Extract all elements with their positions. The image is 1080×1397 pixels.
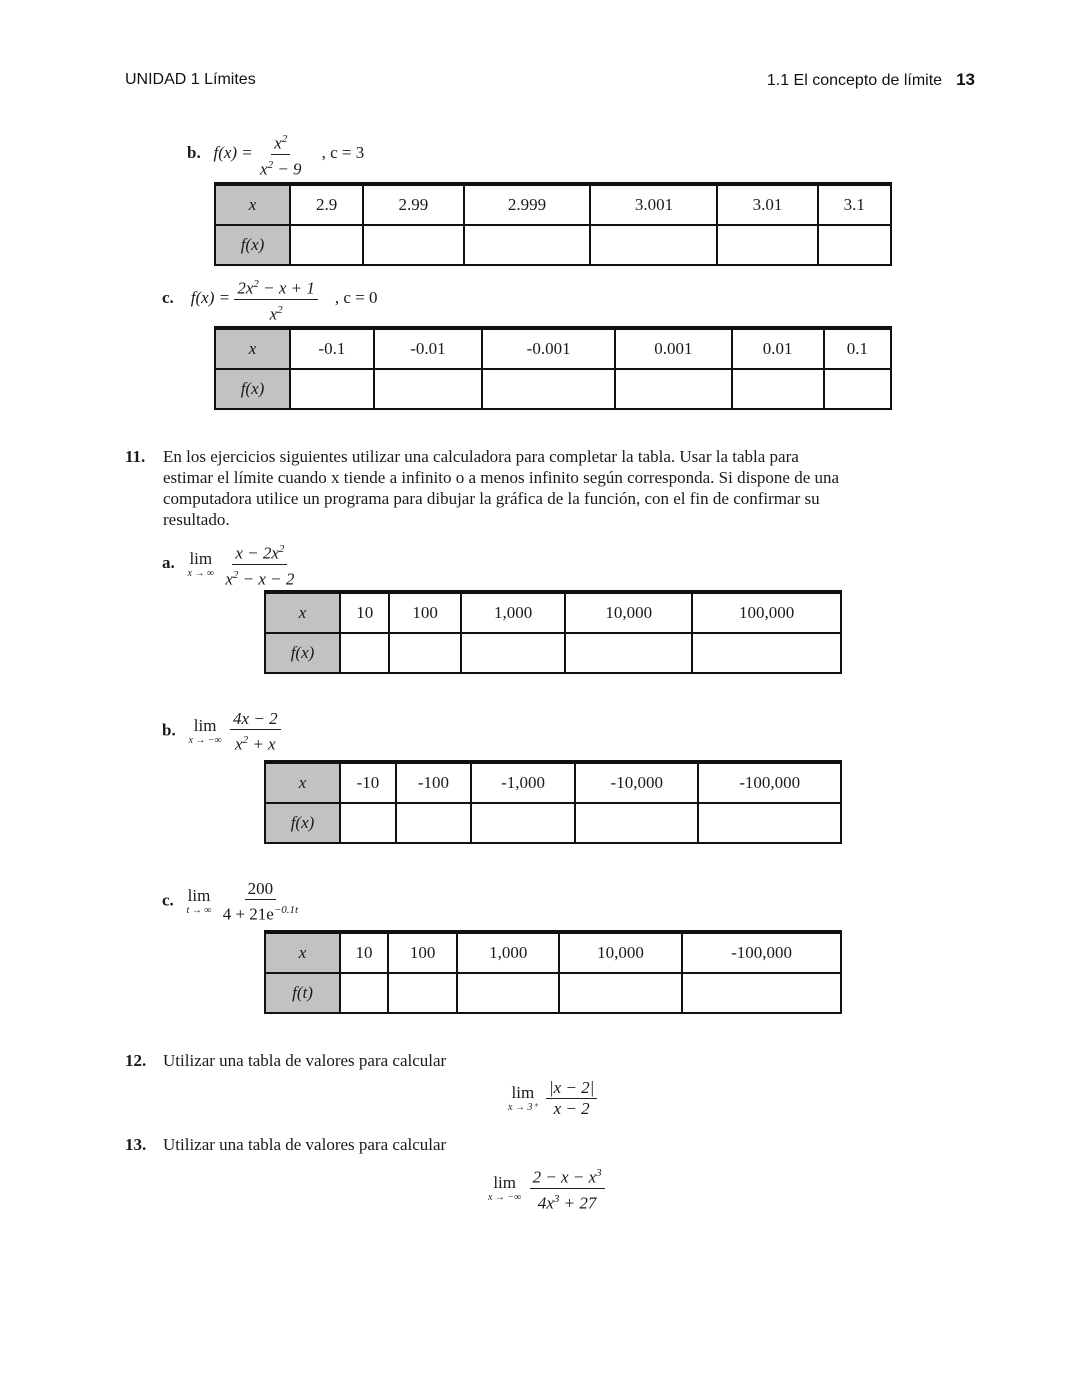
fraction: [220, 880, 301, 924]
denominator-exponent: 2: [232, 568, 239, 581]
table-cell: 1,000: [461, 592, 566, 633]
answer-cell[interactable]: [457, 973, 559, 1013]
answer-cell[interactable]: [824, 369, 891, 409]
denominator-base: x: [235, 734, 243, 754]
function-lhs: f(x) =: [213, 143, 253, 163]
row-header: f(t): [265, 973, 340, 1013]
table-cell: 2.9: [290, 184, 363, 225]
table-cell: 10: [340, 932, 388, 973]
exercise-11a: [162, 540, 297, 588]
numerator: 200: [245, 880, 277, 900]
lim-word: lim: [511, 1083, 535, 1102]
table-cell: 100: [389, 592, 460, 633]
table-cell: 10: [340, 592, 389, 633]
answer-cell[interactable]: [698, 803, 841, 843]
limit-operator: [187, 887, 212, 916]
table-cell: 2.999: [464, 184, 591, 225]
item-label: c.: [162, 288, 174, 308]
denominator-base: x: [269, 304, 278, 324]
numerator-base: 2 − x − x: [532, 1167, 597, 1187]
table-row-x: [265, 932, 841, 973]
answer-cell[interactable]: [464, 225, 591, 265]
table-cell: 1,000: [457, 932, 559, 973]
value-table-10c: [214, 326, 892, 410]
denominator-rest: + x: [248, 734, 276, 754]
answer-cell[interactable]: [732, 369, 824, 409]
row-header: x: [215, 184, 290, 225]
table-row-x: [215, 184, 891, 225]
lim-subscript: x → −∞: [488, 1191, 522, 1203]
answer-cell[interactable]: [717, 225, 817, 265]
table-cell: -0.001: [482, 328, 615, 369]
table-row-fx: [265, 633, 841, 673]
fraction: [222, 540, 297, 588]
answer-cell[interactable]: [682, 973, 841, 1013]
row-header: f(x): [265, 633, 340, 673]
exercise-11c: [162, 880, 301, 924]
answer-cell[interactable]: [290, 369, 374, 409]
c-value: , c = 0: [334, 288, 378, 308]
section-title: 1.1 El concepto de límite: [766, 72, 943, 89]
lim-subscript: x → 3⁺: [508, 1102, 538, 1113]
limit-operator: [488, 1174, 521, 1203]
lim-subscript: x → −∞: [188, 735, 222, 747]
denominator-exponent: 2: [277, 303, 283, 316]
row-header: f(x): [215, 225, 290, 265]
row-header: x: [265, 932, 340, 973]
exercise-13-limit: [488, 1164, 605, 1212]
answer-cell[interactable]: [559, 973, 682, 1013]
table-cell: 10,000: [565, 592, 692, 633]
answer-cell[interactable]: [340, 803, 396, 843]
fraction: [530, 1164, 605, 1212]
running-header-right: [767, 70, 975, 90]
row-header: f(x): [265, 803, 340, 843]
answer-cell[interactable]: [363, 225, 463, 265]
exercise-11-instructions: [163, 446, 993, 530]
text-line: resultado.: [163, 510, 230, 529]
table-cell: 100: [388, 932, 457, 973]
value-table-11b: [264, 760, 842, 844]
numerator-exponent: 2: [253, 278, 259, 290]
denominator: x − 2: [553, 1099, 590, 1118]
text-line: computadora utilice un programa para dibujar la gráfica de la función, con el fin de confirmar su: [163, 489, 820, 508]
numerator-exponent: 3: [596, 1167, 602, 1179]
numerator-rest: − x + 1: [258, 278, 315, 298]
denominator-base: 4x: [537, 1193, 554, 1213]
table-cell: -10,000: [575, 762, 698, 803]
numerator: x: [274, 133, 282, 153]
exercise-10b: [187, 130, 364, 178]
answer-cell[interactable]: [692, 633, 841, 673]
table-cell: 2.99: [363, 184, 463, 225]
table-row-fx: [265, 803, 841, 843]
answer-cell[interactable]: [396, 803, 471, 843]
lim-word: lim: [189, 548, 213, 568]
table-cell: -100,000: [698, 762, 841, 803]
lim-word: lim: [493, 1172, 516, 1192]
fraction: [546, 1079, 597, 1118]
table-row-fx: [215, 369, 891, 409]
answer-cell[interactable]: [374, 369, 482, 409]
table-cell: -100: [396, 762, 471, 803]
limit-operator: [188, 717, 221, 746]
limit-operator: [188, 550, 215, 579]
answer-cell[interactable]: [461, 633, 566, 673]
table-cell: 0.01: [732, 328, 824, 369]
text-line: En los ejercicios siguientes utilizar una calculadora para completar la tabla. Usar la tabla para: [163, 447, 799, 466]
answer-cell[interactable]: [340, 633, 389, 673]
table-cell: 0.1: [824, 328, 891, 369]
exercise-12-limit: [508, 1079, 597, 1118]
answer-cell[interactable]: [471, 803, 575, 843]
table-row-x: [215, 328, 891, 369]
answer-cell[interactable]: [388, 973, 457, 1013]
answer-cell[interactable]: [818, 225, 891, 265]
answer-cell[interactable]: [615, 369, 732, 409]
exercise-number: 11.: [125, 447, 146, 466]
table-row-fx: [265, 973, 841, 1013]
table-cell: -10: [340, 762, 396, 803]
lim-subscript: t → ∞: [186, 905, 212, 917]
denominator-exponent: 2: [267, 158, 274, 171]
table-cell: -0.01: [374, 328, 482, 369]
numerator-exponent: 2: [281, 133, 288, 145]
exercise-13-text: Utilizar una tabla de valores para calcular: [163, 1135, 447, 1154]
table-cell: 10,000: [559, 932, 682, 973]
exercise-11b: [162, 710, 281, 754]
fraction: [230, 710, 281, 754]
table-cell: 3.1: [818, 184, 891, 225]
numerator: 4x − 2: [230, 710, 281, 730]
lim-subscript: x → ∞: [187, 567, 215, 579]
row-header: x: [265, 762, 340, 803]
answer-cell[interactable]: [340, 973, 388, 1013]
running-header-left: UNIDAD 1 Límites: [125, 71, 256, 88]
answer-cell[interactable]: [389, 633, 460, 673]
table-row-x: [265, 762, 841, 803]
table-cell: 3.001: [590, 184, 717, 225]
answer-cell[interactable]: [290, 225, 363, 265]
item-label: b.: [162, 720, 176, 740]
table-cell: 0.001: [615, 328, 732, 369]
limit-operator: [508, 1084, 538, 1113]
answer-cell[interactable]: [575, 803, 698, 843]
denominator-exponent: 3: [553, 1192, 560, 1205]
fraction: [234, 275, 318, 323]
numerator: |x − 2|: [546, 1079, 597, 1099]
function-lhs: f(x) =: [190, 288, 231, 308]
table-row-fx: [215, 225, 891, 265]
numerator-base: x − 2x: [235, 543, 279, 563]
exercise-number: 12.: [125, 1051, 147, 1070]
denominator-rest: + 27: [559, 1193, 597, 1213]
value-table-11a: [264, 590, 842, 674]
lim-word: lim: [187, 886, 211, 906]
item-label: c.: [162, 890, 174, 910]
table-cell: 3.01: [717, 184, 817, 225]
table-row-x: [265, 592, 841, 633]
answer-cell[interactable]: [565, 633, 692, 673]
row-header: x: [215, 328, 290, 369]
numerator-exponent: 2: [278, 543, 285, 555]
table-cell: 100,000: [692, 592, 841, 633]
denominator-rest: − 9: [273, 159, 302, 179]
lim-word: lim: [193, 716, 217, 736]
row-header: x: [265, 592, 340, 633]
denominator-exponent: −0.1t: [273, 904, 299, 916]
denominator-base: 4 + 21e: [222, 904, 274, 924]
item-label: b.: [187, 143, 201, 163]
row-header: f(x): [215, 369, 290, 409]
numerator-base: 2x: [237, 278, 254, 298]
value-table-11c: [264, 930, 842, 1014]
denominator-base: x: [225, 569, 233, 589]
table-cell: -1,000: [471, 762, 575, 803]
exercise-10c: [162, 275, 378, 323]
answer-cell[interactable]: [482, 369, 615, 409]
denominator-exponent: 2: [242, 734, 249, 746]
item-label: a.: [162, 553, 175, 573]
text-line: estimar el límite cuando x tiende a infinito o a menos infinito según corresponda. Si dispone de una: [163, 468, 840, 487]
answer-cell[interactable]: [590, 225, 717, 265]
denominator-base: x: [260, 159, 268, 179]
c-value: , c = 3: [321, 143, 365, 163]
value-table-10b: [214, 182, 892, 266]
page-number: 13: [956, 70, 975, 89]
exercise-number: 13.: [125, 1135, 147, 1154]
denominator-rest: − x − 2: [238, 569, 295, 589]
table-cell: -0.1: [290, 328, 374, 369]
table-cell: -100,000: [682, 932, 841, 973]
exercise-12-text: Utilizar una tabla de valores para calcular: [163, 1051, 447, 1070]
fraction: [257, 130, 305, 178]
